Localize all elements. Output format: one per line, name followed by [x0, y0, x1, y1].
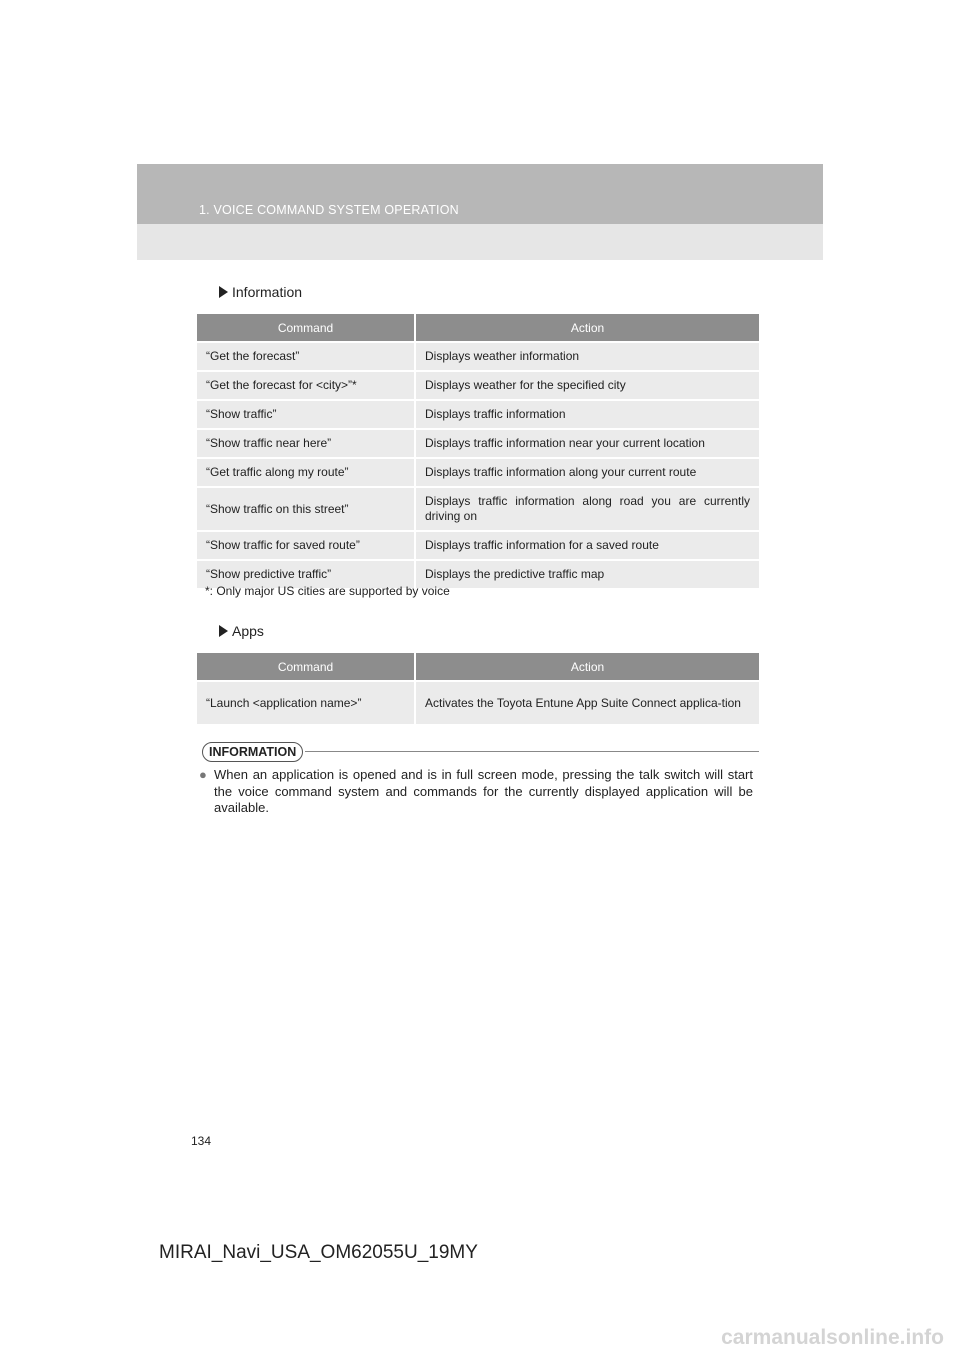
column-header-command: Command — [197, 653, 415, 681]
action-cell: Activates the Toyota Entune App Suite Connect applica-tion — [415, 681, 759, 724]
command-cell: “Get the forecast for <city>”* — [197, 371, 415, 400]
header-sub-band — [137, 224, 823, 260]
table-row — [197, 531, 759, 560]
command-cell: “Show traffic on this street” — [197, 487, 415, 531]
table-row — [197, 458, 759, 487]
column-header-action: Action — [415, 653, 759, 681]
action-cell: Displays traffic information — [415, 400, 759, 429]
apps-heading — [219, 623, 264, 639]
apps-heading-label: Apps — [232, 623, 264, 639]
action-cell: Displays traffic information along road you are currently driving on — [415, 487, 759, 531]
column-header-command: Command — [197, 314, 415, 342]
column-header-action: Action — [415, 314, 759, 342]
command-cell: “Launch <application name>” — [197, 681, 415, 724]
action-cell: Displays weather information — [415, 342, 759, 371]
triangle-bullet-icon — [219, 625, 228, 637]
triangle-bullet-icon — [219, 286, 228, 298]
header-band — [137, 164, 823, 224]
table-row — [197, 487, 759, 531]
information-badge: INFORMATION — [202, 742, 303, 762]
action-cell: Displays weather for the specified city — [415, 371, 759, 400]
command-cell: “Get the forecast” — [197, 342, 415, 371]
information-text: When an application is opened and is in full screen mode, pressing the talk switch will start the voice command system and commands for the currently displayed application will be available. — [214, 767, 753, 815]
information-heading-label: Information — [232, 284, 303, 300]
information-command-table — [197, 314, 759, 588]
command-cell: “Get traffic along my route” — [197, 458, 415, 487]
command-cell: “Show traffic for saved route” — [197, 531, 415, 560]
footnote: *: Only major US cities are supported by voice — [205, 584, 450, 598]
command-cell: “Show traffic near here” — [197, 429, 415, 458]
information-heading — [219, 284, 302, 300]
command-cell: “Show predictive traffic” — [197, 560, 415, 588]
apps-command-table — [197, 653, 759, 724]
page-number: 134 — [191, 1134, 212, 1148]
document-code: MIRAI_Navi_USA_OM62055U_19MY — [159, 1242, 478, 1263]
action-cell: Displays traffic information for a saved route — [415, 531, 759, 560]
bullet-icon: ● — [199, 767, 207, 782]
table-row — [197, 371, 759, 400]
action-cell: Displays traffic information near your current location — [415, 429, 759, 458]
action-cell: Displays the predictive traffic map — [415, 560, 759, 588]
table-row — [197, 681, 759, 724]
table-row — [197, 400, 759, 429]
table-row — [197, 429, 759, 458]
action-cell: Displays traffic information along your current route — [415, 458, 759, 487]
information-divider — [305, 751, 759, 752]
table-row — [197, 342, 759, 371]
command-cell: “Show traffic” — [197, 400, 415, 429]
watermark: carmanualsonline.info — [721, 1326, 944, 1349]
section-title: 1. VOICE COMMAND SYSTEM OPERATION — [199, 203, 459, 217]
